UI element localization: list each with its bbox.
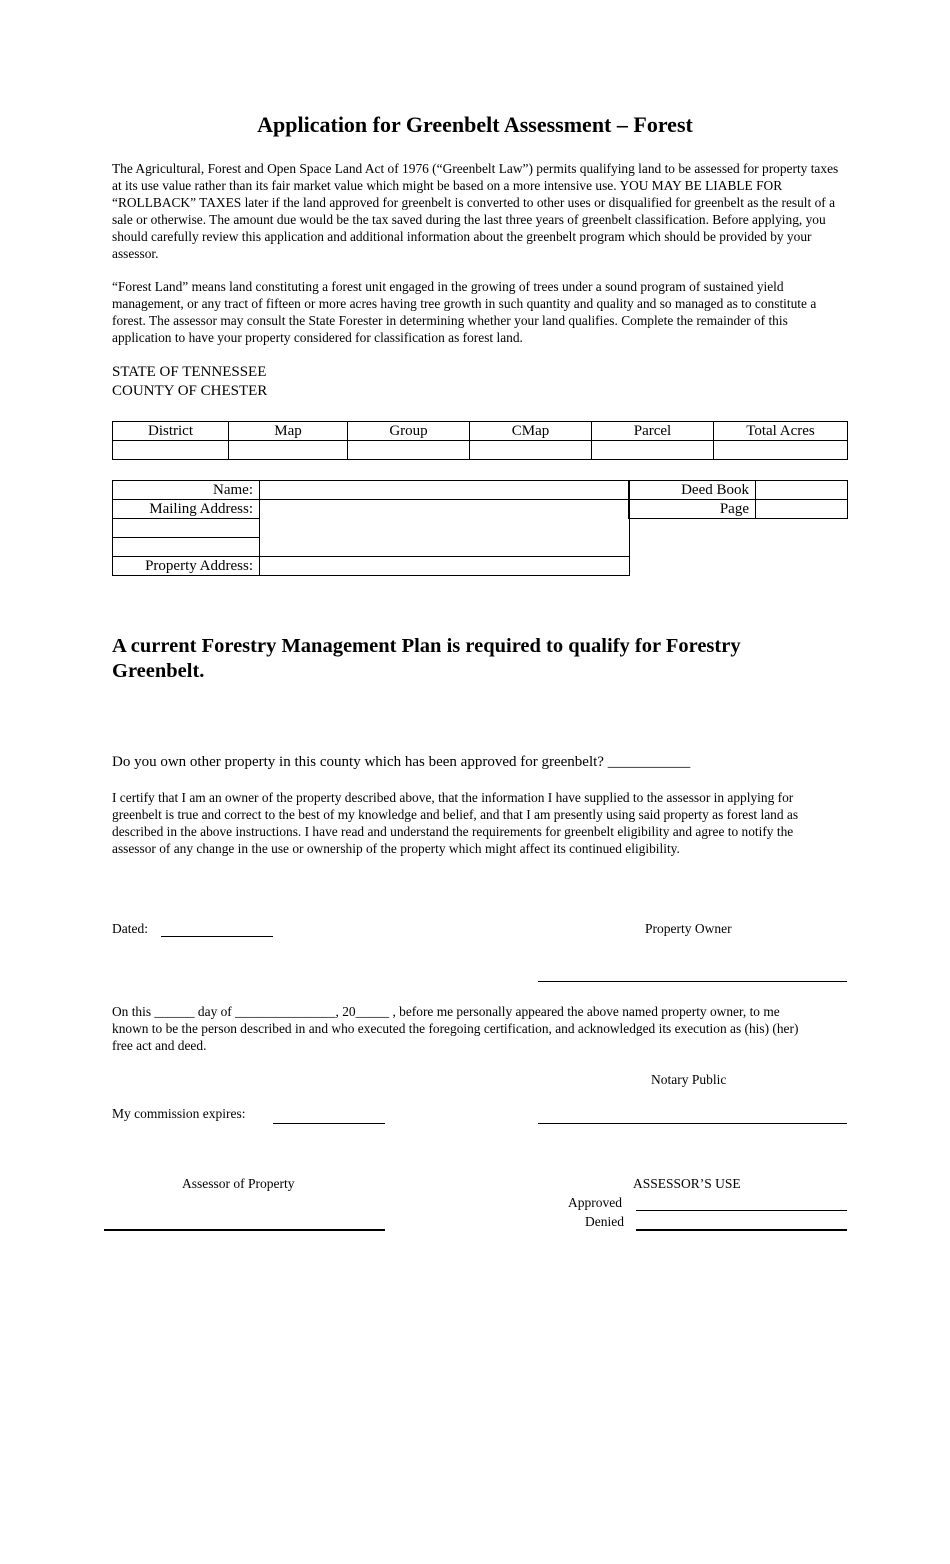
name-field[interactable] <box>260 481 630 500</box>
cmap-field[interactable] <box>470 441 592 460</box>
forest-land-paragraph: “Forest Land” means land constituting a forest unit engaged in the growing of trees under a sound program of sustained yield management, or any tract of fifteen or more acres having tree growth in such quantity and quality and so managed as to constitute a forest. The assessor may consult the State Forester in determining whether your land qualifies. Complete the remainder of this application to have your property considered for classification as forest land. <box>112 279 817 345</box>
assessors-use-label: ASSESSOR’S USE <box>633 1176 741 1191</box>
property-address-label: Property Address: <box>113 557 260 576</box>
property-owner-label: Property Owner <box>645 921 732 936</box>
name-label: Name: <box>113 481 260 500</box>
header-cmap: CMap <box>470 422 592 441</box>
mailing-address-field[interactable] <box>260 500 630 557</box>
mailing-address-label: Mailing Address: <box>113 500 260 519</box>
mailing-address-line-2 <box>113 519 260 538</box>
parcel-table <box>112 421 848 460</box>
approved-line[interactable] <box>636 1210 847 1211</box>
plan-notice: A current Forestry Management Plan is required to qualify for Forestry Greenbelt. <box>112 635 741 682</box>
certification-paragraph: I certify that I am an owner of the property described above, that the information I have supplied to the assessor in applying for greenbelt is true and correct to the best of my knowledge and belief, and that I am presently using said property as forest land as described in the above instructions. I have read and understand the requirements for greenbelt eligibility and agree to notify the assessor of any change in the use or ownership of the property which might affect its continued eligibility. <box>112 790 799 856</box>
header-group: Group <box>348 422 470 441</box>
header-district: District <box>113 422 229 441</box>
header-total-acres: Total Acres <box>714 422 848 441</box>
page-title: Application for Greenbelt Assessment – Forest <box>257 112 693 137</box>
map-field[interactable] <box>229 441 348 460</box>
assessor-signature-line[interactable] <box>104 1229 385 1231</box>
property-address-field[interactable] <box>260 557 630 576</box>
other-property-question: Do you own other property in this county which has been approved for greenbelt? ___________ <box>112 754 691 770</box>
dated-line[interactable] <box>161 936 273 937</box>
denied-line[interactable] <box>636 1229 847 1231</box>
group-field[interactable] <box>348 441 470 460</box>
notary-public-label: Notary Public <box>651 1072 727 1087</box>
district-field[interactable] <box>113 441 229 460</box>
notary-signature-line[interactable] <box>538 1123 847 1124</box>
deed-book-field[interactable] <box>756 481 848 500</box>
state-label: STATE OF TENNESSEE <box>112 364 267 380</box>
commission-expires-line[interactable] <box>273 1123 385 1124</box>
county-label: COUNTY OF CHESTER <box>112 383 268 399</box>
parcel-value-row <box>113 441 848 460</box>
parcel-field[interactable] <box>592 441 714 460</box>
page-field[interactable] <box>756 500 848 519</box>
assessor-label: Assessor of Property <box>182 1176 295 1191</box>
approved-label: Approved <box>568 1195 622 1210</box>
dated-label: Dated: <box>112 921 148 936</box>
page-label: Page <box>629 500 756 519</box>
deed-book-label: Deed Book <box>629 481 756 500</box>
notary-paragraph: On this ______ day of _______________, 20_____ , before me personally appeared the above named property owner, to me known to be the person described in and who executed the foregoing certification, and acknowledged its execution as (his) (her) free act and deed. <box>112 1004 799 1053</box>
denied-label: Denied <box>585 1214 624 1229</box>
owner-table <box>112 480 630 576</box>
deed-table <box>628 480 848 519</box>
intro-paragraph: The Agricultural, Forest and Open Space Land Act of 1976 (“Greenbelt Law”) permits qualifying land to be assessed for property taxes at its use value rather than its fair market value which might be based on a more intensive use. YOU MAY BE LIABLE FOR “ROLLBACK” TAXES later if the land approved for greenbelt is converted to other uses or disqualified for greenbelt as the result of a sale or otherwise. The amount due would be the tax saved during the last three years of greenbelt classification. Before applying, you should carefully review this application and additional information about the greenbelt program which should be provided by your assessor. <box>112 161 839 261</box>
header-map: Map <box>229 422 348 441</box>
property-owner-signature-line[interactable] <box>538 981 847 982</box>
header-parcel: Parcel <box>592 422 714 441</box>
parcel-header-row <box>113 422 848 441</box>
mailing-address-line-3 <box>113 538 260 557</box>
total-acres-field[interactable] <box>714 441 848 460</box>
commission-expires-label: My commission expires: <box>112 1106 246 1121</box>
